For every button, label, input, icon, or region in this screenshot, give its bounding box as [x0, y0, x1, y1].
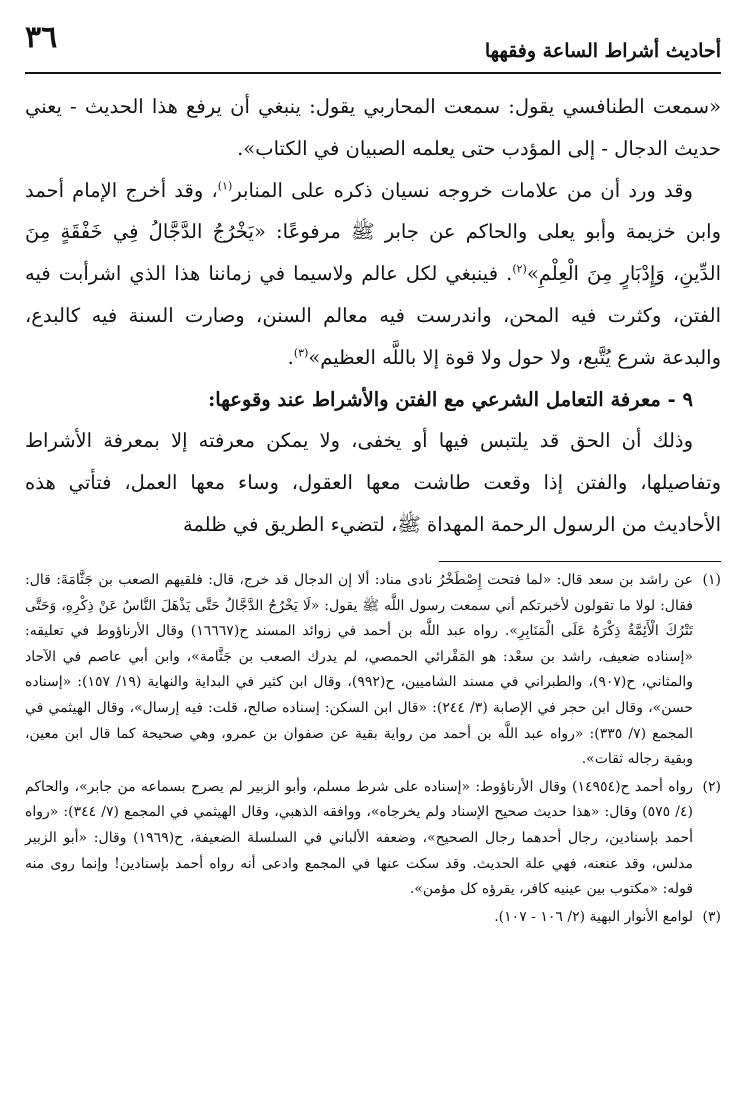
paragraph-2-part-c: . فينبغي لكل عالم ولاسيما في زماننا هذا الذي اشرأبت فيه الفتن، وكثرت فيه المحن، واندرست فيه معالم السنن، وصارت السنة فيه كالبدع، والبدعة شرع يُتَّبع، ولا حول ولا قوة إلا باللَّه العظيم» [25, 262, 721, 369]
footnote-number: (١) [702, 572, 721, 588]
main-text [25, 86, 721, 546]
footnote-separator [439, 561, 721, 562]
paragraph-2 [25, 170, 721, 379]
footnote-2 [25, 775, 721, 903]
page-number: ٣٦ [25, 20, 58, 55]
footnote-ref-2: (٢) [512, 262, 527, 276]
paragraph-2-part-b: ، وقد أخرج الإمام أحمد وابن خزيمة وأبو يعلى والحاكم عن جابر ﷺ مرفوعًا: «يَخْرُجُ الدَّجَّالُ فِي خَفْقَةٍ مِنَ الدِّينِ، وَإِدْبَارٍ مِنَ الْعِلْمِ» [25, 178, 721, 286]
section-heading: ٩ - معرفة التعامل الشرعي مع الفتن والأشراط عند وقوعها: [208, 387, 693, 411]
running-title: أحاديث أشراط الساعة وفقهها [484, 40, 721, 62]
footnote-text: لوامع الأنوار البهية (٢/ ١٠٦ - ١٠٧). [494, 908, 693, 925]
footnote-ref-1: (١) [217, 179, 233, 193]
header-rule [25, 72, 721, 74]
footnotes [25, 568, 721, 932]
paragraph-1: «سمعت الطنافسي يقول: سمعت المحاربي يقول: ينبغي أن يرفع هذا الحديث - يعني حديث الدجال - إلى المؤدب حتى يعلمه الصبيان في الكتاب». [25, 95, 721, 160]
footnote-text: رواه أحمد ح(١٤٩٥٤) وقال الأرناؤوط: «إسناده على شرط مسلم، وأبو الزبير لم يصرح بسماعه من جابر»، والحاكم (٤/ ٥٧٥) وقال: «هذا حديث صحيح الإسناد ولم يخرجاه»، ووافقه الذهبي، وقال الهيثمي في المجمع (٧/ ٣٤٤): «رواه أحمد بإسنادين، رجال أحدهما رجال الصحيح»، وضعفه الألباني في السلسلة الضعيفة، ح(١٩٦٩) وقال: «أبو الزبير مدلس، وقد عنعنه، فهي علة الحديث. وقد سكت عنها في المجمع وادعى أنه رواه أحمد بإسنادين! وإنما روى منه قوله: «مكتوب بين عينيه كافر، يقرؤه كل مؤمن». [25, 778, 694, 898]
paragraph-2-part-a: وقد ورد أن من علامات خروجه نسيان ذكره على المنابر [232, 178, 693, 202]
footnote-number: (٣) [702, 908, 721, 925]
footnote-ref-3: (٣) [293, 346, 309, 360]
footnote-1 [25, 568, 721, 773]
paragraph-2-part-d: . [287, 345, 294, 369]
footnote-number: (٢) [702, 778, 721, 795]
paragraph-3: وذلك أن الحق قد يلتبس فيها أو يخفى، ولا يمكن معرفته إلا بمعرفة الأشراط وتفاصيلها، والفتن إذا وقعت طاشت معها العقول، وساء معها العمل، فتأتي هذه الأحاديث من الرسول الرحمة المهداة ﷺ، لتضيء الطريق في ظلمة [25, 429, 721, 536]
footnote-3 [25, 905, 721, 931]
page-header [25, 20, 721, 70]
footnote-text: عن راشد بن سعد قال: «لما فتحت إِصْطَخْرُ نادى مناد: ألا إن الدجال قد خرج، قال: فلقيهم الصعب بن جَثَّامَةَ: قال: فقال: لولا ما تقولون لأخبرتكم أني سمعت رسول اللَّه ﷺ يقول: «لَا يَخْرُجُ الدَّجَّالُ حَتَّى يَذْهَلَ النَّاسُ عَنْ ذِكْرِهِ، وَحَتَّى تَتْرُكَ الْأَئِمَّةُ ذِكْرَهُ عَلَى الْمَنَابِرِ». رواه عبد اللَّه بن أحمد في زوائد المسند ح(١٦٦٦٧) وقال الأرناؤوط في تعليقه: «إسناده ضعيف، راشد بن سعْد: هو المَقْرائي الحمصي، لم يدرك الصعب بن جَثَّامة»، وابن أبي عاصم في الآحاد والمثاني، ح(٩٠٧)، والطبراني في مسند الشاميين، ح(٩٩٢)، وقال ابن كثير في البداية والنهاية (١٩/ ١٥٧): «إسناده حسن»، وقال ابن حجر في الإصابة (٣/ ٢٤٤): «قال ابن السكن: إسناده صالح، قلت: فيه إرسال»، وقال الهيثمي في المجمع (٧/ ٣٣٥): «رواه عبد اللَّه بن أحمد من رواية بقية عن صفوان بن عمرو، وهي صحيحة كما قال ابن معين، وبقية رجاله ثقات». [25, 572, 694, 768]
